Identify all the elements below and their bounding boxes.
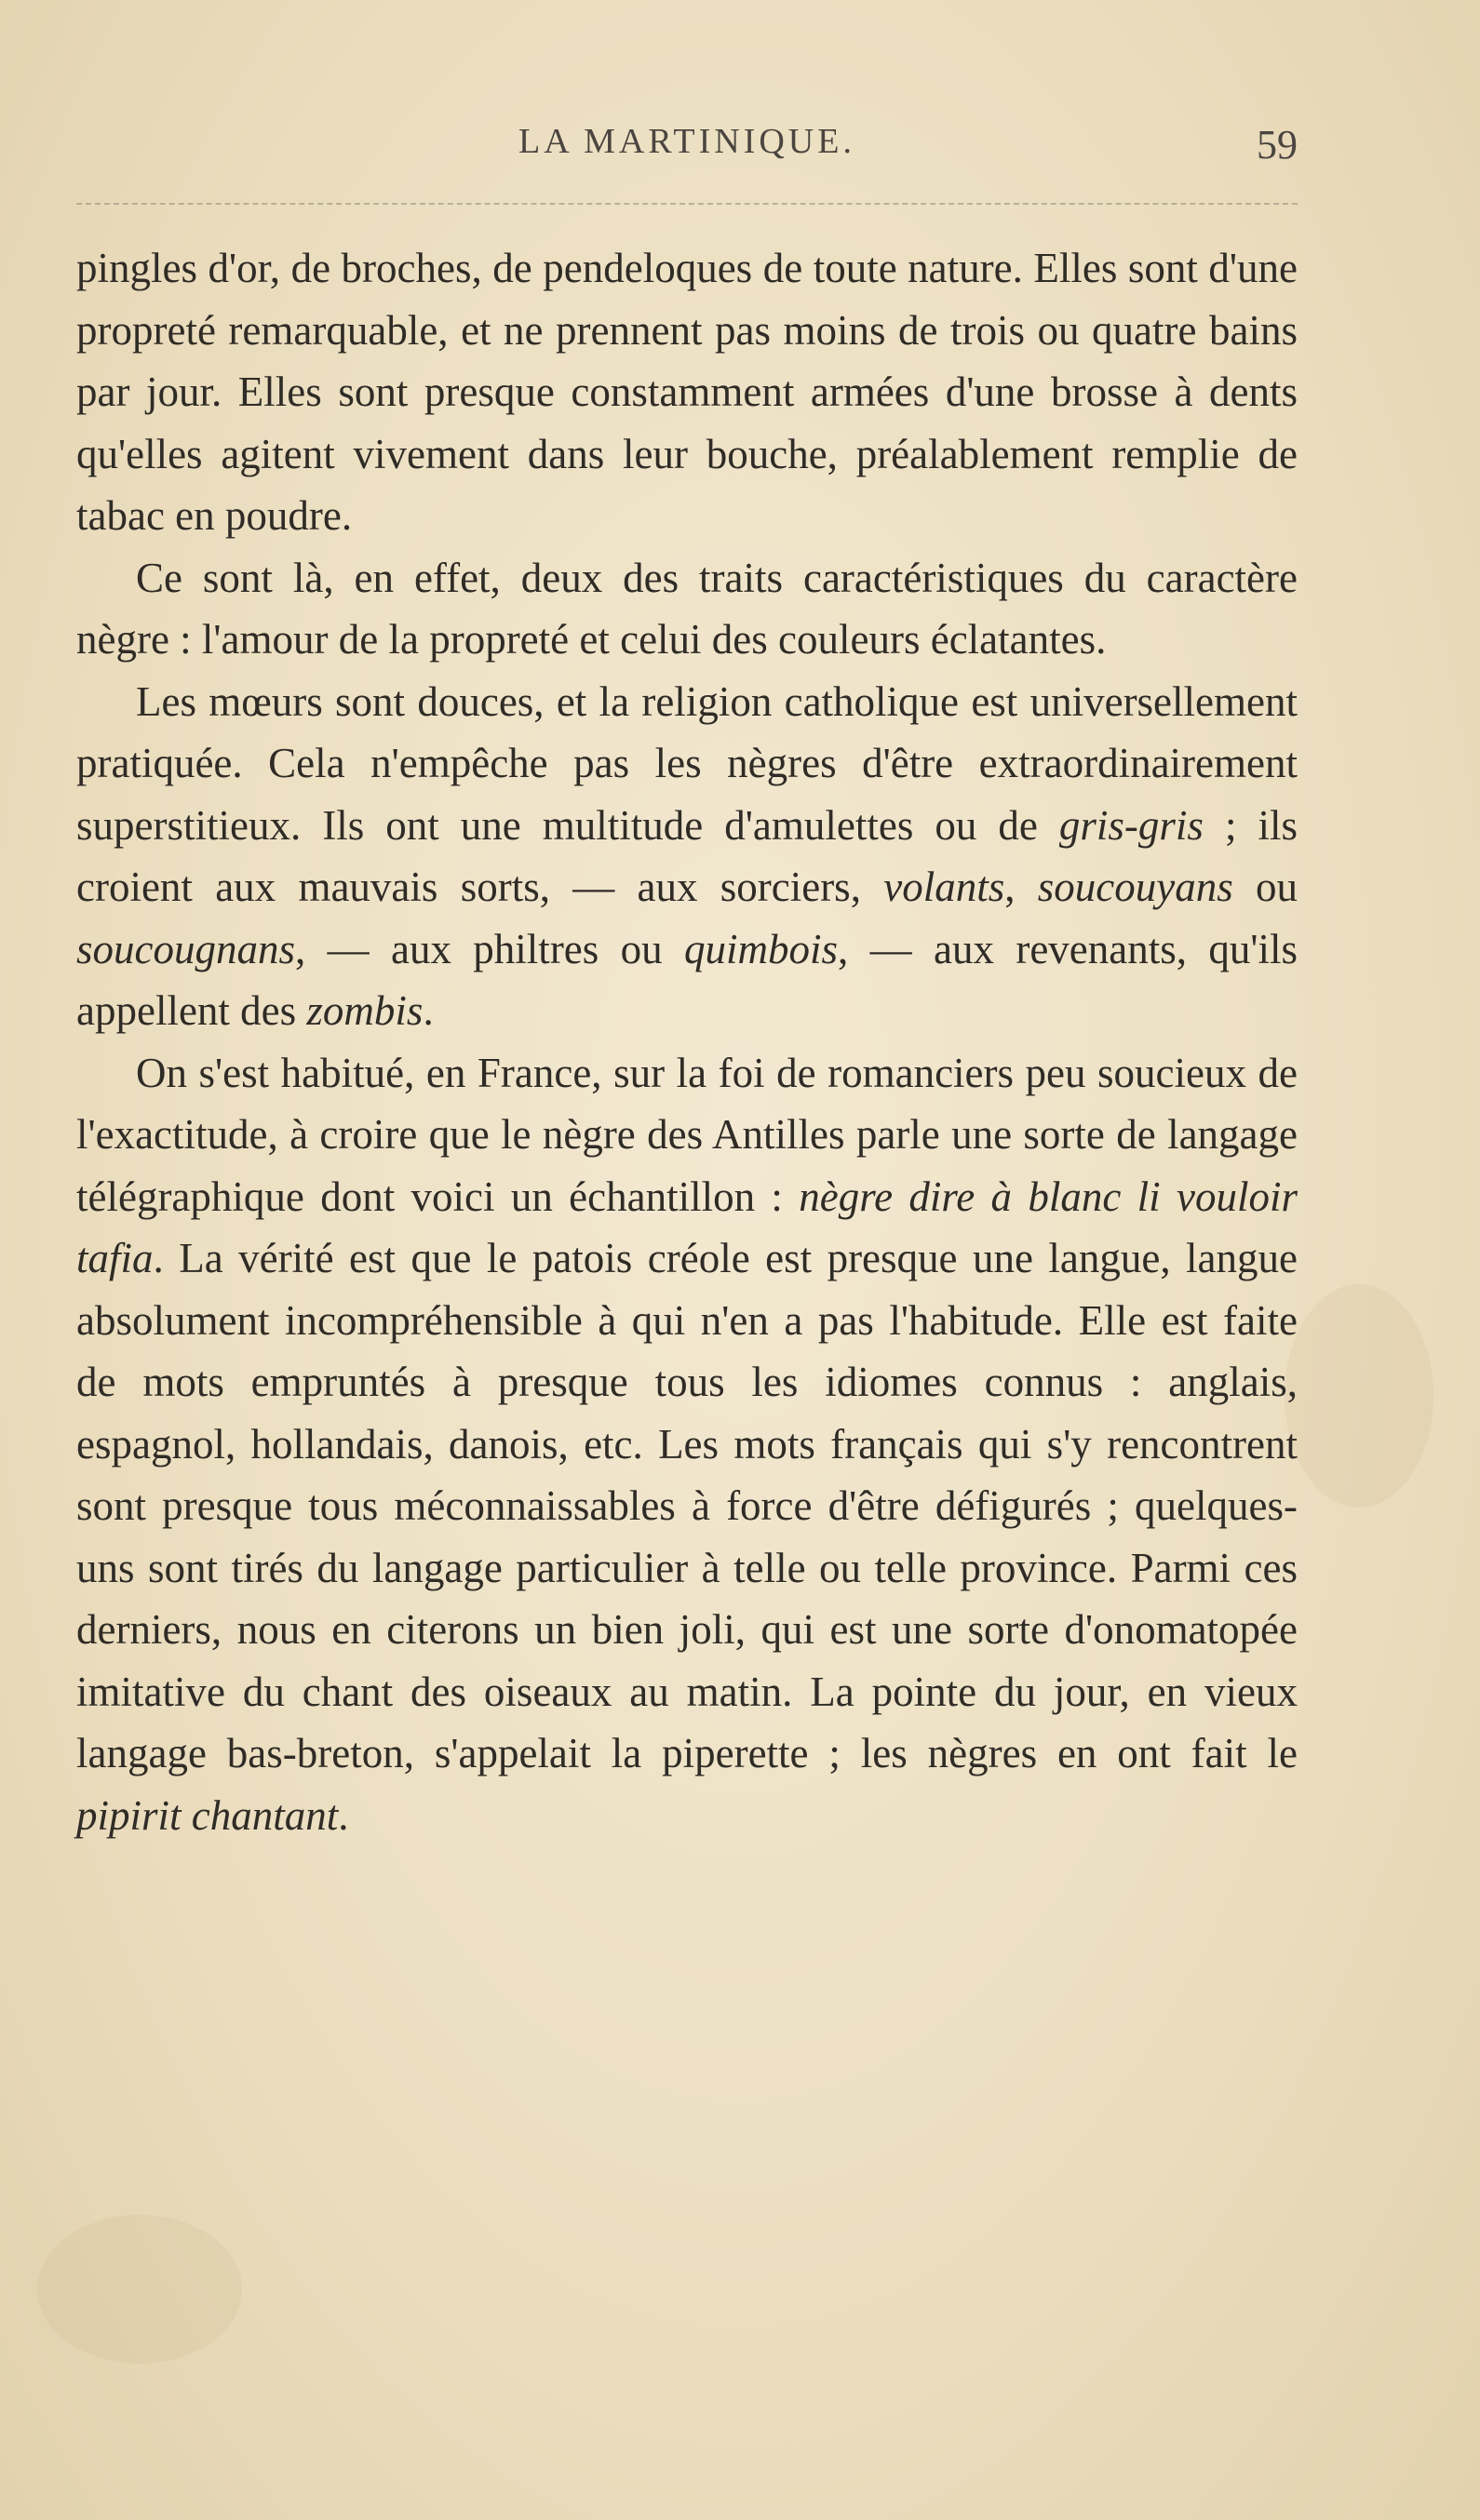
running-title: LA MARTINIQUE. — [518, 122, 855, 161]
text-run: , — aux philtres ou — [295, 925, 685, 972]
paper-stain — [1285, 1284, 1433, 1508]
text-run: ; ils croient aux mauvais sorts, — aux sorciers, — [76, 801, 1298, 910]
body-text — [76, 237, 1298, 1846]
italic-term: soucouyans — [1037, 864, 1233, 910]
paper-stain — [37, 2215, 242, 2364]
text-run: pingles d'or, de broches, de pendeloques de toute nature. Elles sont d'une propreté remarquable, et ne prennent pas moins de trois ou quatre bains par jour. Elles sont presque constamment armées d'une brosse à dents qu'elles agitent vivement dans leur bouche, préalablement remplie de tabac en poudre. — [76, 245, 1298, 539]
italic-term: soucougnans — [76, 925, 295, 972]
text-run: Les mœurs sont douces, et la religion catholique est universellement pratiquée. Cela n'empêche pas les nègres d'être extraordinairement superstitieux. Ils ont une multitude d'amulettes ou de — [76, 677, 1298, 849]
text-run: , — [1004, 864, 1038, 910]
italic-term: pipirit chantant — [76, 1791, 339, 1839]
italic-term: quimbois — [684, 925, 839, 972]
italic-term: nègre dire à blanc li vouloir tafia — [76, 1173, 1298, 1281]
running-head — [76, 121, 1298, 177]
header-rule — [76, 203, 1298, 205]
paragraph — [76, 237, 1298, 547]
paragraph — [76, 671, 1298, 1042]
text-run: ou — [1232, 864, 1298, 910]
text-run: . — [338, 1791, 349, 1839]
italic-term: zombis — [306, 987, 424, 1034]
paragraph — [76, 547, 1298, 671]
text-run: , — aux revenants, qu'ils appellent des — [76, 925, 1298, 1034]
italic-term: gris-gris — [1058, 801, 1204, 849]
page-number: 59 — [1257, 122, 1298, 168]
paragraph — [76, 1042, 1298, 1847]
text-run: . — [423, 987, 434, 1034]
text-run: . La vérité est que le patois créole est presque une langue, langue absolument incompréhensible à qui n'en a pas l'habitude. Elle est faite de mots empruntés à presque tous les idiomes connus : anglais, espagnol, hollandais, danois, etc. Les mots français qui s'y rencontrent sont presque tous méconnaissables à force d'être défigurés ; quelques-uns sont tirés du langage particulier à telle ou telle province. Parmi ces derniers, nous en citerons un bien joli, qui est une sorte d'onomatopée imitative du chant des oiseaux au matin. La pointe du jour, en vieux langage bas-breton, s'appelait la piperette ; les nègres en ont fait le — [76, 1235, 1298, 1776]
text-run: Ce sont là, en effet, deux des traits caractéristiques du caractère nègre : l'amour de la propreté et celui des couleurs éclatantes. — [76, 554, 1298, 663]
italic-term: volants — [883, 864, 1005, 910]
text-run: On s'est habitué, en France, sur la foi de romanciers peu soucieux de l'exactitude, à croire que le nègre des Antilles parle une sorte de langage télégraphique dont voici un échantillon : — [76, 1049, 1298, 1220]
